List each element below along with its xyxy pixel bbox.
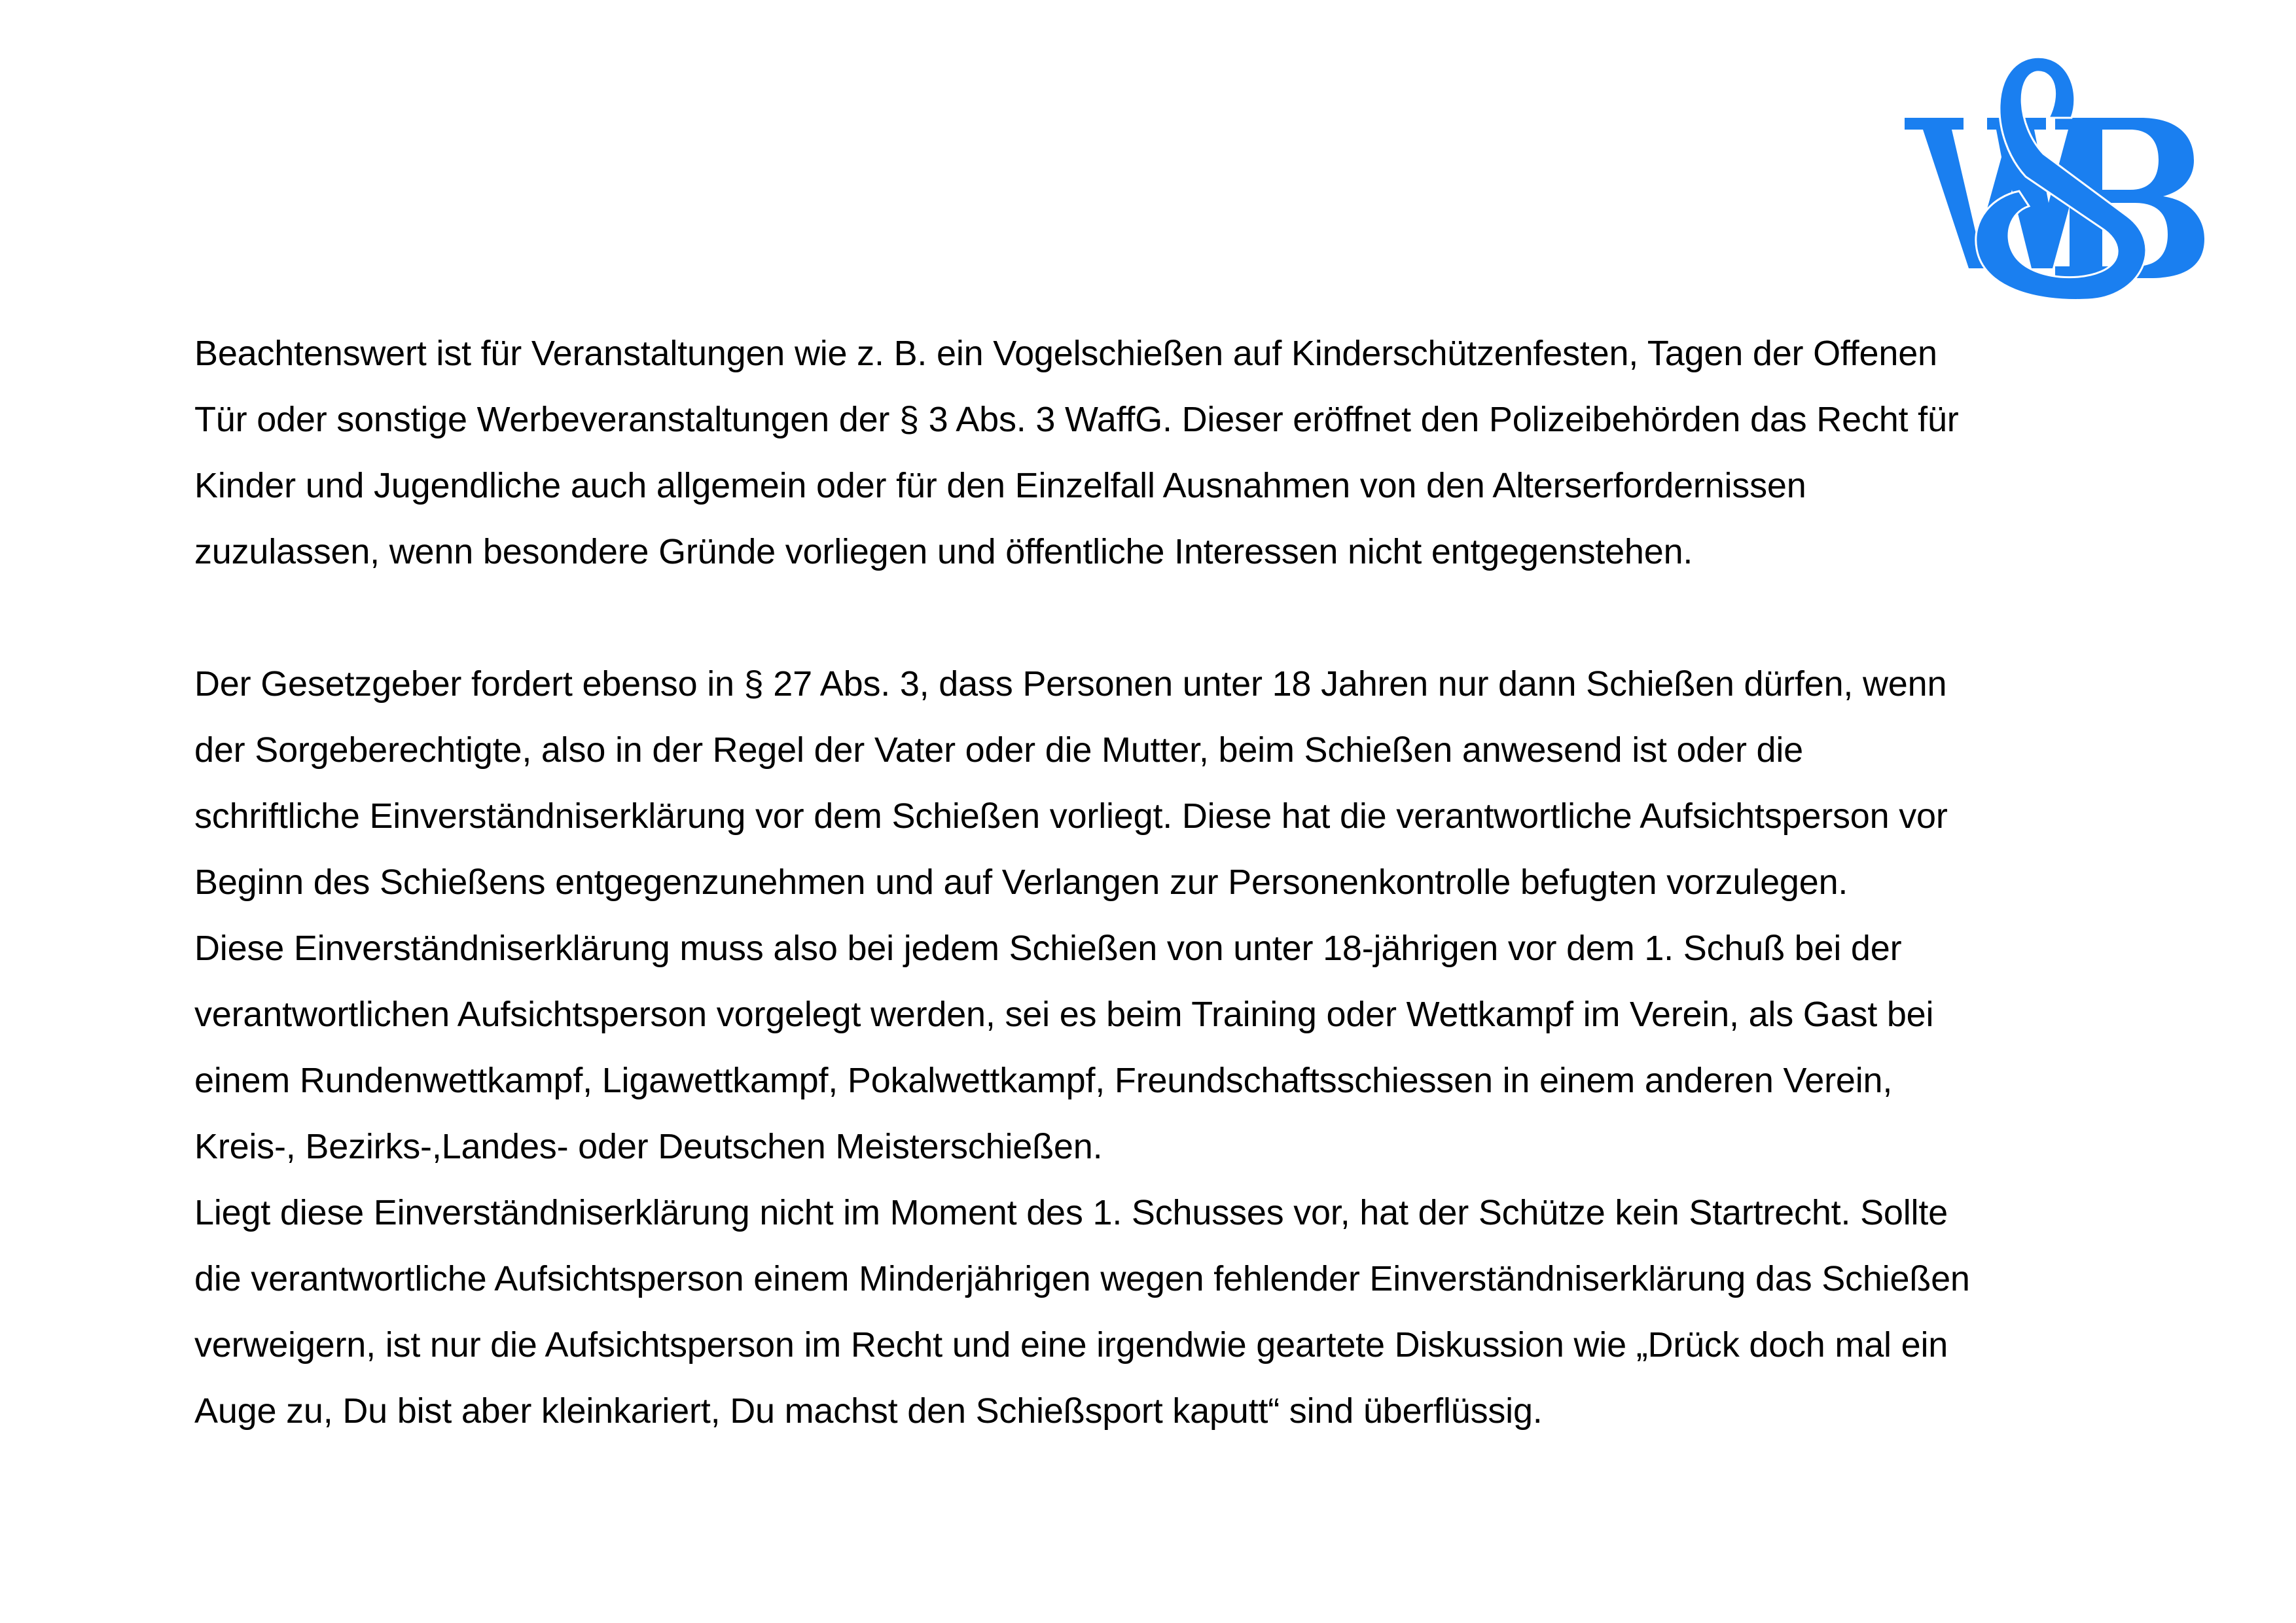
- text-line: Diese Einverständniserklärung muss also bei jedem Schießen von unter 18-jährigen vor dem 1. Schuß bei der: [194, 929, 1902, 968]
- text-line: Kinder und Jugendliche auch allgemein oder für den Einzelfall Ausnahmen von den Alterserfordernissen: [194, 466, 1806, 505]
- text-line: Liegt diese Einverständniserklärung nicht im Moment des 1. Schusses vor, hat der Schütze kein Startrecht. Sollte: [194, 1193, 1948, 1232]
- text-line: verantwortlichen Aufsichtsperson vorgelegt werden, sei es beim Training oder Wettkampf im Verein, als Gast bei: [194, 995, 1934, 1034]
- wsb-logo: [1892, 39, 2212, 314]
- paragraph-spacer: [194, 585, 2191, 651]
- paragraph-1: [194, 321, 2191, 585]
- wsb-logo-icon: [1892, 39, 2212, 314]
- text-line: Auge zu, Du bist aber kleinkariert, Du machst den Schießsport kaputt“ sind überflüssig.: [194, 1391, 1543, 1431]
- text-line: Beachtenswert ist für Veranstaltungen wie z. B. ein Vogelschießen auf Kinderschützenfesten, Tagen der Offenen: [194, 334, 1937, 373]
- text-line: zuzulassen, wenn besondere Gründe vorliegen und öffentliche Interessen nicht entgegenstehen.: [194, 532, 1693, 571]
- text-line: Tür oder sonstige Werbeveranstaltungen der § 3 Abs. 3 WaffG. Dieser eröffnet den Polizeibehörden das Recht für: [194, 400, 1959, 439]
- text-line: schriftliche Einverständniserklärung vor dem Schießen vorliegt. Diese hat die verantwortliche Aufsichtsperson vor: [194, 796, 1948, 836]
- text-line: Kreis-, Bezirks-,Landes- oder Deutschen Meisterschießen.: [194, 1127, 1103, 1166]
- document-body: [194, 321, 2191, 1444]
- paragraph-2: [194, 651, 2191, 1444]
- text-line: Beginn des Schießens entgegenzunehmen und auf Verlangen zur Personenkontrolle befugten vorzulegen.: [194, 863, 1848, 902]
- text-line: Der Gesetzgeber fordert ebenso in § 27 Abs. 3, dass Personen unter 18 Jahren nur dann Schießen dürfen, wenn: [194, 664, 1947, 704]
- text-line: der Sorgeberechtigte, also in der Regel der Vater oder die Mutter, beim Schießen anwesend ist oder die: [194, 730, 1804, 770]
- text-line: einem Rundenwettkampf, Ligawettkampf, Pokalwettkampf, Freundschaftsschiessen in einem anderen Verein,: [194, 1061, 1893, 1100]
- text-line: die verantwortliche Aufsichtsperson einem Minderjährigen wegen fehlender Einverständniserklärung das Schießen: [194, 1259, 1970, 1298]
- text-line: verweigern, ist nur die Aufsichtsperson im Recht und eine irgendwie geartete Diskussion wie „Drück doch mal ein: [194, 1325, 1948, 1364]
